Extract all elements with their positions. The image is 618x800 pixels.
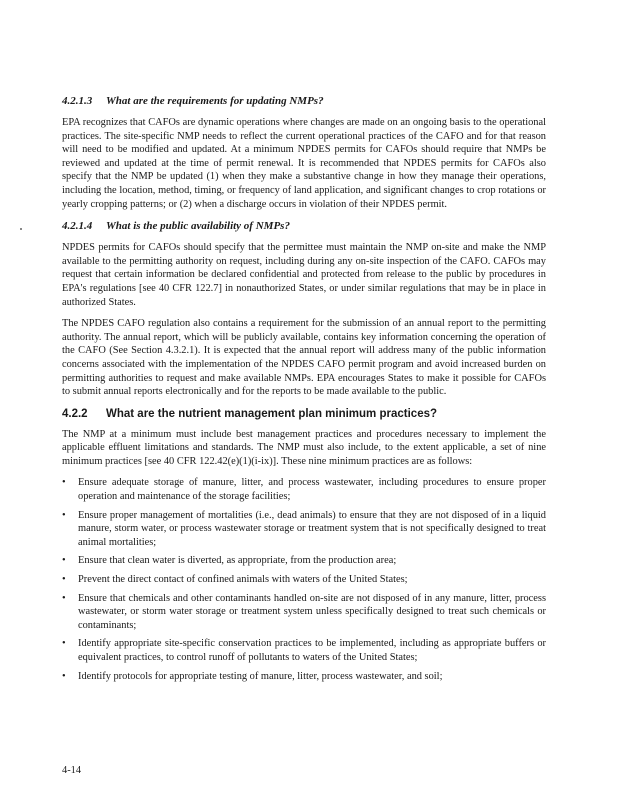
section-heading-4-2-1-4 — [62, 219, 546, 233]
list-item-text: Ensure that chemicals and other contaminants handled on-site are not disposed of in any manure, litter, process wastewater, or storm water storage or treatment system unless specifically designed to treat such chemicals or contaminants; — [78, 592, 546, 631]
list-item — [62, 637, 546, 664]
bullet-icon: • — [62, 509, 66, 521]
bullet-icon: • — [62, 670, 66, 682]
bullet-icon: • — [62, 574, 66, 586]
section-heading-4-2-2 — [62, 407, 546, 421]
list-item-text: Identify protocols for appropriate testing of manure, litter, process wastewater, and soil; — [78, 670, 443, 682]
section-title: What are the nutrient management plan minimum practices? — [106, 407, 438, 420]
margin-speck — [20, 228, 22, 230]
page-content — [62, 94, 546, 688]
list-item-text: Ensure adequate storage of manure, litter, and process wastewater, including procedures to ensure proper operation and maintenance of the storage facilities; — [78, 477, 546, 503]
bullet-icon: • — [62, 592, 66, 604]
list-item — [62, 670, 546, 684]
section-title: What are the requirements for updating NMPs? — [106, 95, 324, 107]
minimum-practices-list — [62, 476, 546, 683]
bullet-icon: • — [62, 555, 66, 567]
list-item-text: Prevent the direct contact of confined animals with waters of the United States; — [78, 574, 408, 586]
bullet-icon: • — [62, 638, 66, 650]
list-item-text: Identify appropriate site-specific conservation practices to be implemented, including as appropriate buffers or equivalent practices, to control runoff of pollutants to waters of the United States; — [78, 638, 546, 663]
paragraph-public-availability-1: NPDES permits for CAFOs should specify that the permittee must maintain the NMP on-site and make the NMP available to the permitting authority on request, including during any on-site inspection of the CAFO. CAFOs may request that certain information be declared confidential and protected from release to the public by procedures in EPA's regulations [see 40 CFR 122.7] in nonauthorized States, or under similar regulations that may be in place in authorized States. — [62, 242, 546, 308]
section-heading-4-2-1-3 — [62, 94, 546, 108]
list-item — [62, 554, 546, 568]
section-number: 4.2.2 — [62, 407, 88, 420]
list-item — [62, 509, 546, 550]
paragraph-updating-nmps: EPA recognizes that CAFOs are dynamic operations where changes are made on an ongoing basis to the operational practices. The site-specific NMP needs to reflect the current operational practices of the CAFO and for that reason will need to be modified and updated. At a minimum NPDES permits for CAFOs should require that NMPs be reviewed and updated at the time of permit renewal. It is recommended that NPDES permits for CAFOs also specify that the NMP be updated (1) when they make a substantive change in how they manage their operations, including the location, method, timing, or frequency of land application, and significant changes to crop rotations or yearly cropping patterns; or (2) when a discharge occurs in violation of their NPDES permit. — [62, 117, 546, 210]
list-item-text: Ensure proper management of mortalities (i.e., dead animals) to ensure that they are not disposed of in a liquid manure, storm water, or process wastewater storage or treatment system that is not specifically designed to treat animal mortalities; — [78, 509, 546, 548]
section-number: 4.2.1.4 — [62, 220, 93, 233]
section-number: 4.2.1.3 — [62, 95, 93, 107]
list-item — [62, 592, 546, 633]
paragraph-public-availability-2: The NPDES CAFO regulation also contains a requirement for the submission of an annual report to the permitting authority. The annual report, which will be publicly available, contains key information concerning the operation of the CAFO (See Section 4.3.2.1). It is expected that the annual report will address many of the public information concerns associated with the implementation of the NPDES CAFO permit program and avoid increased burden on permitting authorities to request and make available NMPs. EPA encourages States to make it possible for CAFOs to submit annual reports electronically and for the reports to be made available to the public. — [62, 318, 546, 398]
paragraph-minimum-practices-intro: The NMP at a minimum must include best management practices and procedures necessary to implement the applicable effluent limitations and standards. The NMP must also include, to the extent applicable, a set of nine minimum practices [see 40 CFR 122.42(e)(1)(i-ix)]. These nine minimum practices are as follows: — [62, 428, 546, 467]
list-item — [62, 573, 546, 587]
bullet-icon: • — [62, 477, 66, 489]
page-number: 4-14 — [62, 765, 82, 776]
section-title: What is the public availability of NMPs? — [106, 220, 290, 233]
list-item — [62, 476, 546, 503]
list-item-text: Ensure that clean water is diverted, as appropriate, from the production area; — [78, 555, 397, 567]
